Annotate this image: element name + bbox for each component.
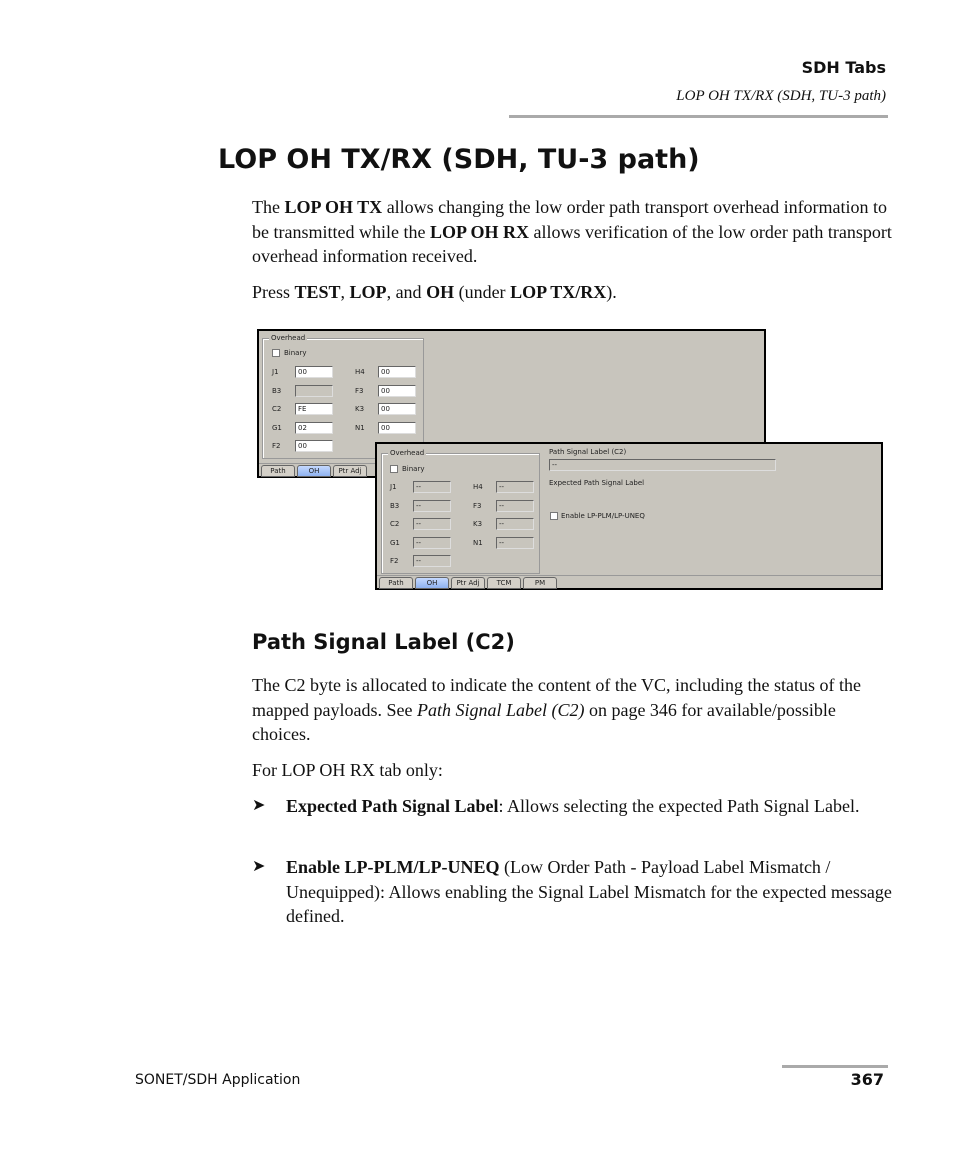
field-n1-input: -- — [496, 537, 534, 549]
field-label-h4: H4 — [473, 483, 483, 491]
section-heading: Path Signal Label (C2) — [252, 630, 515, 654]
tab-oh[interactable]: OH — [297, 465, 331, 477]
arrow-bullet-icon: ➤ — [252, 797, 266, 814]
field-label-k3: K3 — [355, 405, 365, 413]
overhead-group-label: Overhead — [390, 449, 425, 457]
bullet-enable-lp-plm: ➤ Enable LP-PLM/LP-UNEQ (Low Order Path - Payload Label Mismatch / Unequipped): Allows enabling the Signal Label Mismatch for the expected message defined. — [252, 857, 892, 926]
field-label-b3: B3 — [390, 501, 400, 510]
tab-oh[interactable]: OH — [415, 577, 449, 589]
field-f3-input: -- — [496, 500, 534, 512]
field-label-k3: K3 — [473, 520, 483, 528]
enable-lp-plm-label: Enable LP-PLM/LP-UNEQ — [561, 512, 645, 520]
running-header-section: SDH Tabs — [801, 58, 886, 77]
field-label-c2: C2 — [390, 520, 400, 528]
field-f3-input[interactable]: 00 — [378, 385, 416, 397]
intro-paragraph: The LOP OH TX allows changing the low order path transport overhead information to be transmitted while the LOP OH RX allows verification of the low order path transport overhead information received. — [252, 197, 892, 266]
field-b3-input: -- — [413, 500, 451, 512]
field-k3-input: -- — [496, 518, 534, 530]
field-c2-input[interactable]: FE — [295, 403, 333, 415]
binary-label: Binary — [402, 465, 425, 473]
field-j1-input[interactable]: 00 — [295, 366, 333, 378]
field-label-b3: B3 — [272, 386, 282, 395]
field-b3-input — [295, 385, 333, 397]
tab-pm[interactable]: PM — [523, 577, 557, 589]
bullet-expected-psl: ➤ Expected Path Signal Label: Allows selecting the expected Path Signal Label. — [252, 794, 892, 819]
binary-checkbox[interactable] — [272, 349, 280, 357]
tab-tcm[interactable]: TCM — [487, 577, 521, 589]
footer-title: SONET/SDH Application — [135, 1072, 301, 1088]
tab-path[interactable]: Path — [379, 577, 413, 589]
field-f2-input[interactable]: 00 — [295, 440, 333, 452]
field-label-g1: G1 — [272, 423, 282, 432]
field-h4-input: -- — [496, 481, 534, 493]
field-n1-input[interactable]: 00 — [378, 422, 416, 434]
field-c2-input: -- — [413, 518, 451, 530]
field-label-c2: C2 — [272, 405, 282, 413]
footer-rule — [782, 1065, 888, 1068]
path-signal-label-field: -- — [549, 459, 776, 471]
field-g1-input[interactable]: 02 — [295, 422, 333, 434]
lop-oh-rx-screenshot — [375, 442, 883, 590]
binary-checkbox[interactable] — [390, 465, 398, 473]
field-j1-input: -- — [413, 481, 451, 493]
tab-path[interactable]: Path — [261, 465, 295, 477]
c2-paragraph: The C2 byte is allocated to indicate the content of the VC, including the status of the mapped payloads. See Path Signal Label (C2) on page 346 for available/possible choices. — [252, 675, 862, 744]
field-label-n1: N1 — [473, 538, 483, 547]
arrow-bullet-icon: ➤ — [252, 858, 266, 875]
path-signal-label-caption: Path Signal Label (C2) — [549, 448, 627, 456]
field-label-f3: F3 — [355, 386, 364, 395]
field-h4-input[interactable]: 00 — [378, 366, 416, 378]
binary-label: Binary — [284, 349, 307, 357]
tab-bar — [377, 575, 881, 588]
field-label-h4: H4 — [355, 368, 365, 376]
field-label-n1: N1 — [355, 423, 365, 432]
field-label-j1: J1 — [272, 368, 279, 376]
page-number: 367 — [850, 1070, 884, 1089]
field-g1-input: -- — [413, 537, 451, 549]
field-f2-input: -- — [413, 555, 451, 567]
rx-only-note: For LOP OH RX tab only: — [252, 760, 443, 780]
overhead-group-label: Overhead — [271, 334, 306, 342]
page-title: LOP OH TX/RX (SDH, TU-3 path) — [218, 144, 700, 175]
running-header-subsection: LOP OH TX/RX (SDH, TU-3 path) — [676, 88, 886, 104]
enable-lp-plm-checkbox[interactable] — [550, 512, 558, 520]
field-label-f2: F2 — [390, 557, 399, 565]
tab-ptr-adj[interactable]: Ptr Adj — [451, 577, 485, 589]
expected-path-signal-label: Expected Path Signal Label — [549, 479, 645, 487]
instruction-paragraph: Press TEST, LOP, and OH (under LOP TX/RX). — [252, 282, 617, 302]
field-label-f3: F3 — [473, 501, 482, 510]
header-rule — [509, 115, 888, 118]
field-label-g1: G1 — [390, 538, 400, 547]
field-label-f2: F2 — [272, 442, 281, 450]
field-label-j1: J1 — [390, 483, 397, 491]
tab-ptr-adj[interactable]: Ptr Adj — [333, 465, 367, 477]
field-k3-input[interactable]: 00 — [378, 403, 416, 415]
